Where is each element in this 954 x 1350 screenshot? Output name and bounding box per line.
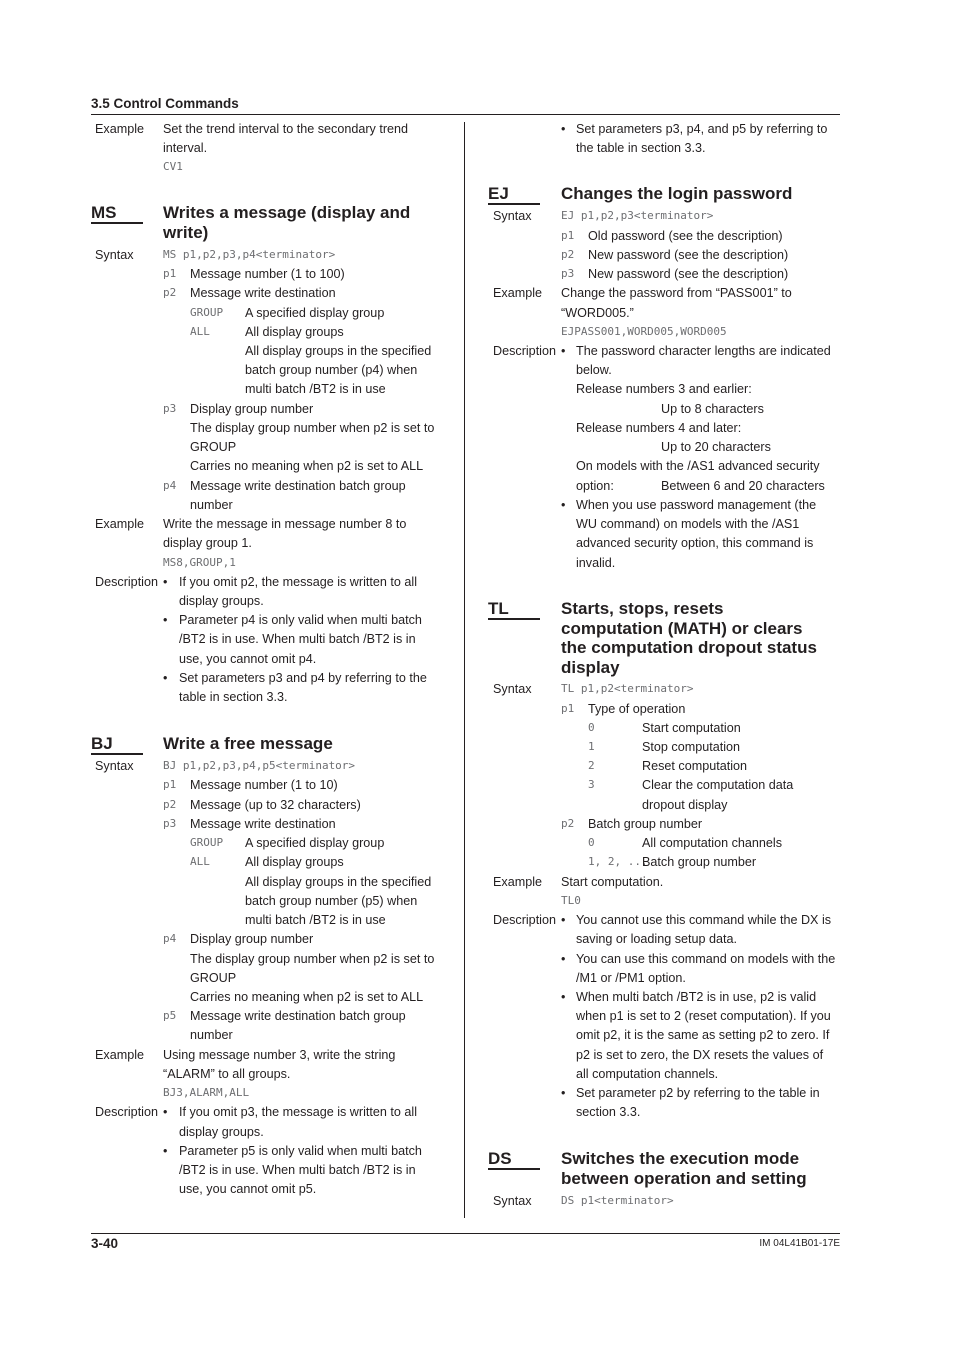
- description-text: Up to 20 characters: [661, 440, 771, 454]
- param-desc: Display group number: [190, 402, 314, 416]
- description-text: Between 6 and 20 characters: [661, 479, 825, 493]
- command-underline: [488, 1168, 540, 1170]
- param-desc: Message write destination batch group: [190, 479, 406, 493]
- param-desc: Message number (1 to 100): [190, 267, 345, 281]
- description-text: use, you cannot omit p4.: [179, 652, 317, 666]
- bullet: •: [561, 1086, 566, 1100]
- description-label: Description: [95, 1105, 158, 1119]
- param-name: p3: [561, 267, 575, 280]
- option-desc: All display groups in the specified: [245, 344, 432, 358]
- bullet: •: [561, 344, 566, 358]
- param-desc: Carries no meaning when p2 is set to ALL: [190, 459, 424, 473]
- option-code: 2: [588, 759, 595, 772]
- example-label: Example: [493, 286, 542, 300]
- example-text: display group 1.: [163, 536, 252, 550]
- param-desc: The display group number when p2 is set to: [190, 421, 435, 435]
- example-label: Example: [95, 122, 144, 136]
- param-desc: Display group number: [190, 932, 314, 946]
- example-code: CV1: [163, 160, 183, 173]
- command-code: MS: [91, 203, 117, 222]
- param-name: p1: [561, 229, 575, 242]
- option-desc: Clear the computation data: [642, 778, 794, 792]
- option-desc: A specified display group: [245, 836, 385, 850]
- description-text: Set parameter p2 by referring to the table in: [576, 1086, 820, 1100]
- option-code: 0: [588, 721, 595, 734]
- syntax-code: DS p1<terminator>: [561, 1194, 674, 1207]
- param-name: p4: [163, 479, 177, 492]
- command-title: Switches the execution mode between operation and setting: [561, 1149, 807, 1188]
- param-desc: Old password (see the description): [588, 229, 783, 243]
- description-text: /BT2 is in use. When multi batch /BT2 is in: [179, 1163, 416, 1177]
- example-text: Using message number 3, write the string: [163, 1048, 396, 1062]
- bullet: •: [163, 575, 168, 589]
- syntax-code: TL p1,p2<terminator>: [561, 682, 694, 695]
- option-desc: All computation channels: [642, 836, 783, 850]
- syntax-code: BJ p1,p2,p3,p4,p5<terminator>: [163, 759, 356, 772]
- param-desc: Batch group number: [588, 817, 703, 831]
- description-text: table in section 3.3.: [179, 690, 288, 704]
- description-text: advanced security option, this command is: [576, 536, 814, 550]
- description-text: use, you cannot omit p5.: [179, 1182, 317, 1196]
- example-text: “WORD005.”: [561, 306, 634, 320]
- syntax-label: Syntax: [95, 759, 134, 773]
- example-text: “ALARM” to all groups.: [163, 1067, 291, 1081]
- description-text: Release numbers 3 and earlier:: [576, 382, 752, 396]
- description-text: WU command) on models with the /AS1: [576, 517, 800, 531]
- example-label: Example: [493, 875, 542, 889]
- description-text: When you use password management (the: [576, 498, 817, 512]
- bullet: •: [163, 1144, 168, 1158]
- syntax-code: MS p1,p2,p3,p4<terminator>: [163, 248, 336, 261]
- param-desc: Message number (1 to 10): [190, 778, 338, 792]
- column-divider: [464, 122, 465, 1218]
- option-desc: Start computation: [642, 721, 741, 735]
- param-name: p5: [163, 1009, 177, 1022]
- param-name: p2: [163, 286, 177, 299]
- bullet: •: [561, 952, 566, 966]
- description-text: You can use this command on models with the: [576, 952, 836, 966]
- option-code: 0: [588, 836, 595, 849]
- param-name: p4: [163, 932, 177, 945]
- param-desc: Message write destination: [190, 286, 336, 300]
- syntax-label: Syntax: [493, 209, 532, 223]
- option-desc: Batch group number: [642, 855, 757, 869]
- description-text: If you omit p2, the message is written to all: [179, 575, 417, 589]
- option-code: 1, 2, ...: [588, 855, 648, 868]
- bullet: •: [561, 990, 566, 1004]
- example-label: Example: [95, 517, 144, 531]
- description-text: The password character lengths are indicated: [576, 344, 831, 358]
- description-text: Set parameters p3, p4, and p5 by referring to: [576, 122, 828, 136]
- description-text: option:: [576, 479, 614, 493]
- option-code: ALL: [190, 325, 210, 338]
- example-code: TL0: [561, 894, 581, 907]
- param-desc: The display group number when p2 is set to: [190, 952, 435, 966]
- description-text: Parameter p5 is only valid when multi batch: [179, 1144, 422, 1158]
- description-label: Description: [493, 913, 556, 927]
- command-underline: [488, 618, 540, 620]
- option-desc: All display groups in the specified: [245, 875, 432, 889]
- param-name: p1: [561, 702, 575, 715]
- example-text: Change the password from “PASS001” to: [561, 286, 792, 300]
- description-text: Release numbers 4 and later:: [576, 421, 742, 435]
- example-code: MS8,GROUP,1: [163, 556, 236, 569]
- param-desc: GROUP: [190, 440, 237, 454]
- syntax-code: EJ p1,p2,p3<terminator>: [561, 209, 714, 222]
- document-id: IM 04L41B01-17E: [759, 1238, 840, 1249]
- param-name: p1: [163, 267, 177, 280]
- param-name: p1: [163, 778, 177, 791]
- example-text: Start computation.: [561, 875, 664, 889]
- param-desc: number: [190, 1028, 233, 1042]
- param-name: p2: [163, 798, 177, 811]
- option-code: GROUP: [190, 306, 224, 319]
- section-header: 3.5 Control Commands: [91, 96, 239, 111]
- description-label: Description: [95, 575, 158, 589]
- command-title: Writes a message (display and write): [163, 203, 411, 242]
- param-name: p3: [163, 402, 177, 415]
- option-code: GROUP: [190, 836, 224, 849]
- description-text: the table in section 3.3.: [576, 141, 706, 155]
- param-desc: Carries no meaning when p2 is set to ALL: [190, 990, 424, 1004]
- option-desc: Reset computation: [642, 759, 748, 773]
- command-title: Write a free message: [163, 734, 333, 753]
- param-desc: Message write destination batch group: [190, 1009, 406, 1023]
- command-underline: [91, 753, 143, 755]
- option-desc: A specified display group: [245, 306, 385, 320]
- description-text: when p1 is set to 2 (reset computation). If you: [576, 1009, 831, 1023]
- option-desc: batch group number (p4) when: [245, 363, 418, 377]
- example-text: interval.: [163, 141, 208, 155]
- bullet: •: [561, 122, 566, 136]
- description-text: display groups.: [179, 1125, 264, 1139]
- param-desc: New password (see the description): [588, 248, 789, 262]
- description-text: Parameter p4 is only valid when multi batch: [179, 613, 422, 627]
- option-desc: All display groups: [245, 325, 344, 339]
- example-code: EJPASS001,WORD005,WORD005: [561, 325, 727, 338]
- option-code: ALL: [190, 855, 210, 868]
- option-code: 1: [588, 740, 595, 753]
- description-text: /M1 or /PM1 option.: [576, 971, 686, 985]
- example-text: Write the message in message number 8 to: [163, 517, 407, 531]
- command-underline: [91, 222, 143, 224]
- syntax-label: Syntax: [95, 248, 134, 262]
- description-text: omit p2, it is the same as setting p2 to zero. If: [576, 1028, 830, 1042]
- option-desc: multi batch /BT2 is in use: [245, 382, 386, 396]
- option-desc: batch group number (p5) when: [245, 894, 418, 908]
- param-desc: New password (see the description): [588, 267, 789, 281]
- command-code: TL: [488, 599, 509, 618]
- command-code: BJ: [91, 734, 113, 753]
- example-label: Example: [95, 1048, 144, 1062]
- description-text: You cannot use this command while the DX is: [576, 913, 832, 927]
- description-text: display groups.: [179, 594, 264, 608]
- description-text: Set parameters p3 and p4 by referring to the: [179, 671, 427, 685]
- command-title: Changes the login password: [561, 184, 793, 203]
- bullet: •: [163, 613, 168, 627]
- description-text: On models with the /AS1 advanced security: [576, 459, 820, 473]
- option-code: 3: [588, 778, 595, 791]
- bullet: •: [561, 913, 566, 927]
- param-name: p3: [163, 817, 177, 830]
- description-text: below.: [576, 363, 612, 377]
- param-desc: GROUP: [190, 971, 237, 985]
- param-desc: number: [190, 498, 233, 512]
- command-code: DS: [488, 1149, 512, 1168]
- option-desc: Stop computation: [642, 740, 741, 754]
- bullet: •: [163, 671, 168, 685]
- description-text: /BT2 is in use. When multi batch /BT2 is in: [179, 632, 416, 646]
- command-title: Starts, stops, resets computation (MATH) or clears the computation dropout status display: [561, 599, 817, 677]
- bullet: •: [561, 498, 566, 512]
- description-text: p2 is set to zero, the DX resets the values of: [576, 1048, 824, 1062]
- param-name: p2: [561, 248, 575, 261]
- example-text: Set the trend interval to the secondary trend: [163, 122, 409, 136]
- footer-rule: [91, 1233, 840, 1234]
- description-text: all computation channels.: [576, 1067, 719, 1081]
- description-text: saving or loading setup data.: [576, 932, 738, 946]
- param-desc: Type of operation: [588, 702, 686, 716]
- description-text: If you omit p3, the message is written to all: [179, 1105, 417, 1119]
- option-desc: dropout display: [642, 798, 728, 812]
- command-underline: [488, 203, 540, 205]
- param-desc: Message write destination: [190, 817, 336, 831]
- syntax-label: Syntax: [493, 682, 532, 696]
- example-code: BJ3,ALARM,ALL: [163, 1086, 250, 1099]
- description-text: section 3.3.: [576, 1105, 641, 1119]
- bullet: •: [163, 1105, 168, 1119]
- syntax-label: Syntax: [493, 1194, 532, 1208]
- description-text: When multi batch /BT2 is in use, p2 is valid: [576, 990, 817, 1004]
- description-label: Description: [493, 344, 556, 358]
- description-text: invalid.: [576, 556, 616, 570]
- option-desc: multi batch /BT2 is in use: [245, 913, 386, 927]
- description-text: Up to 8 characters: [661, 402, 764, 416]
- page-number: 3-40: [91, 1236, 119, 1251]
- param-name: p2: [561, 817, 575, 830]
- command-code: EJ: [488, 184, 509, 203]
- option-desc: All display groups: [245, 855, 344, 869]
- param-desc: Message (up to 32 characters): [190, 798, 361, 812]
- header-rule: [91, 114, 840, 115]
